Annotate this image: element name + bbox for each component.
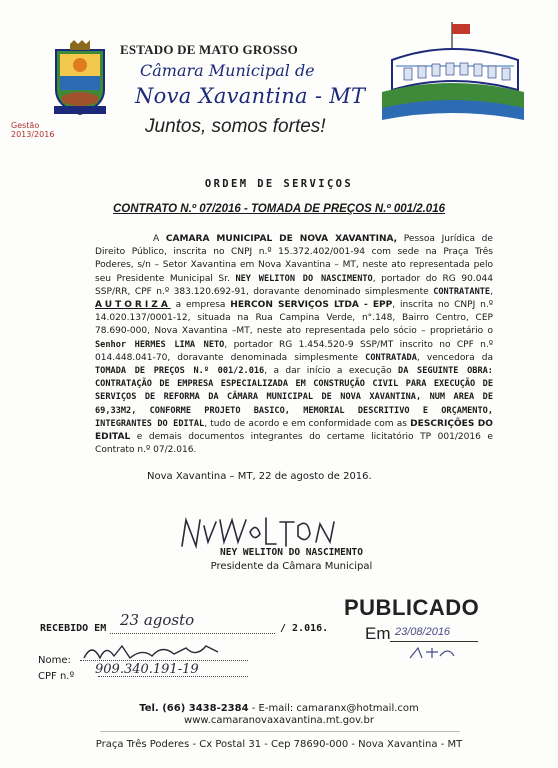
received-on-label: RECEBIDO EM bbox=[40, 623, 107, 634]
published-stamp: PUBLICADO bbox=[344, 595, 480, 620]
gestao-years: 2013/2016 bbox=[11, 130, 55, 139]
website: www.camaranovaxavantina.mt.gov.br bbox=[184, 715, 374, 726]
published-on-label: Em bbox=[365, 624, 391, 643]
chamber-name-line2: Nova Xavantina - MT bbox=[135, 84, 366, 108]
contratada-label: CONTRATADA bbox=[365, 352, 417, 363]
phone: Tel. (66) 3438-2384 bbox=[139, 703, 249, 714]
autoriza-label: AUTORIZA bbox=[95, 300, 171, 311]
text-segment: , inscrita no CNPJ n.º 14.020.137/0001-12, situada na Rua Campina Verde, n°.148, Bairro Centro, CEP 78.690-000, Nova Xavantina –MT, neste ato representada pelo sócio – proprietário o bbox=[95, 300, 493, 337]
municipal-crest-logo bbox=[50, 40, 110, 120]
published-date-line bbox=[390, 641, 478, 642]
handwritten-receipt-date: 23 agosto bbox=[120, 611, 195, 629]
contract-reference: CONTRATO N.º 07/2016 - TOMADA DE PREÇOS N.º 001/2.016 bbox=[113, 203, 445, 215]
partner-name: Senhor HERMES LIMA NETO bbox=[95, 339, 225, 350]
text-segment: , a dar início a execução bbox=[264, 366, 399, 377]
slogan: Juntos, somos fortes! bbox=[145, 116, 326, 137]
president-name: NEY WELITON DO NASCIMENTO bbox=[235, 273, 373, 284]
stamp-initials bbox=[408, 644, 458, 662]
contratante-label: CONTRATANTE bbox=[433, 286, 491, 297]
text-segment: a empresa bbox=[170, 300, 231, 311]
signatory-role: Presidente da Câmara Municipal bbox=[210, 561, 373, 572]
receiver-signature bbox=[82, 640, 222, 664]
gestao-word: Gestão bbox=[11, 121, 40, 130]
chamber-building-logo bbox=[382, 20, 524, 125]
text-segment: , portador RG 1.454.520-9 SSP/MT inscrito no CPF n.º 014.448.041-70, doravante denominada simplesmente bbox=[95, 339, 493, 363]
order-body-paragraph bbox=[95, 233, 493, 457]
edital-descriptions: DESCRIÇÕES DO EDITAL bbox=[95, 418, 493, 443]
text-segment: , portador do RG 90.044 SSP/RR, CPF n.º 383.120.692-91, doravante denominado simplesmente bbox=[95, 273, 493, 297]
tender-reference: TOMADA DE PREÇOS N.º 001/2.016 bbox=[95, 366, 265, 377]
text-segment: A bbox=[153, 234, 166, 244]
footer-address: Praça Três Poderes - Cx Postal 31 - Cep 78690-000 - Nova Xavantina - MT bbox=[95, 739, 463, 750]
text-segment: , vencedora da bbox=[416, 352, 493, 363]
cpf-label: CPF n.º bbox=[38, 671, 75, 682]
chamber-name-bold: CAMARA MUNICIPAL DE NOVA XAVANTINA, bbox=[165, 234, 398, 244]
state-name: ESTADO DE MATO GROSSO bbox=[120, 42, 298, 57]
chamber-name-line1: Câmara Municipal de bbox=[140, 61, 315, 80]
name-label: Nome: bbox=[38, 655, 71, 666]
company-name: HERCON SERVIÇOS LTDA - EPP bbox=[230, 300, 393, 311]
dateline: Nova Xavantina – MT, 22 de agosto de 2016. bbox=[147, 471, 372, 482]
received-year: / 2.016. bbox=[280, 623, 329, 634]
work-description: DA SEGUINTE OBRA: CONTRATAÇÃO DE EMPRESA ESPECIALIZADA EM CONSTRUÇÃO CIVIL PARA EXECUÇÃO DE SERVIÇOS DE REFORMA DA CÂMARA MUNICIPAL DE NOVA XAVANTINA, NUM AREA DE 69,33M2, CONFORME PROJETO BASICO, MEMORIAL DESCRITIVO E ORÇAMENTO, INTEGRANTES DO EDITAL bbox=[95, 366, 493, 429]
text-segment: Pessoa Jurídica de Direito Público, inscrita no CNPJ n.º 15.372.402/001-94 com sede na Praça Três Poderes, s/n – Setor Xavantina em Nova Xavantina – MT, neste ato representada pelo seu Presidente Municipal Sr. bbox=[95, 234, 493, 284]
contact-line bbox=[0, 703, 558, 714]
gestao-label bbox=[11, 121, 54, 139]
handwritten-cpf: 909.340.191-19 bbox=[95, 662, 199, 677]
document-title: ORDEM DE SERVIÇOS bbox=[204, 178, 354, 190]
text-segment: , tudo de acordo e em conformidade com as bbox=[204, 418, 411, 429]
president-signature bbox=[180, 512, 370, 552]
email: - E-mail: camaranx@hotmail.com bbox=[248, 703, 419, 714]
text-segment: , bbox=[490, 286, 493, 297]
footer-divider bbox=[100, 731, 460, 732]
published-date: 23/08/2016 bbox=[395, 626, 451, 638]
text-segment: e demais documentos integrantes do certame licitatório TP 001/2016 e Contrato n.º 07/2.016. bbox=[95, 432, 493, 456]
signatory-name: NEY WELITON DO NASCIMENTO bbox=[220, 547, 363, 558]
